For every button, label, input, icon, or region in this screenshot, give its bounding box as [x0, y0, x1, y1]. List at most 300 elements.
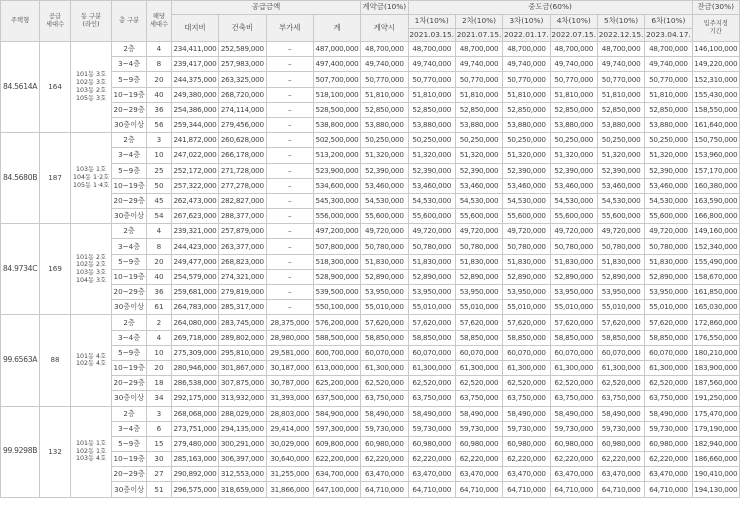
- header-contract-group: 계약금(10%): [361, 1, 408, 15]
- vat-cell: –: [266, 163, 313, 178]
- floor-cell: 3~4층: [112, 148, 147, 163]
- mid-payment-cell: 58,490,000: [597, 406, 644, 421]
- mid-payment-cell: 64,710,000: [455, 482, 502, 497]
- total-price-cell: 550,100,000: [313, 300, 360, 315]
- mid-payment-cell: 58,490,000: [550, 406, 597, 421]
- vat-cell: 30,640,000: [266, 452, 313, 467]
- total-price-cell: 534,600,000: [313, 178, 360, 193]
- land-price-cell: 241,872,000: [171, 133, 218, 148]
- mid-payment-cell: 51,320,000: [455, 148, 502, 163]
- balance-payment-cell: 190,410,000: [692, 467, 739, 482]
- balance-payment-cell: 166,800,000: [692, 209, 739, 224]
- building-price-cell: 268,720,000: [219, 87, 266, 102]
- building-price-cell: 268,823,000: [219, 254, 266, 269]
- units-cell: 36: [147, 102, 172, 117]
- units-cell: 34: [147, 391, 172, 406]
- total-price-cell: 539,500,000: [313, 285, 360, 300]
- balance-payment-cell: 149,160,000: [692, 224, 739, 239]
- units-cell: 54: [147, 209, 172, 224]
- balance-payment-cell: 149,220,000: [692, 57, 739, 72]
- housing-type-cell: 99.9298B: [1, 406, 40, 497]
- mid-payment-cell: 55,010,000: [645, 300, 692, 315]
- building-price-cell: 271,728,000: [219, 163, 266, 178]
- total-price-cell: 625,200,000: [313, 376, 360, 391]
- floor-cell: 30층이상: [112, 117, 147, 132]
- building-price-cell: 263,325,000: [219, 72, 266, 87]
- mid-payment-cell: 64,710,000: [550, 482, 597, 497]
- mid-payment-cell: 59,730,000: [455, 421, 502, 436]
- dong-line-cell: 101동 3호 102동 3호 103동 2호 105동 3호: [70, 42, 111, 133]
- balance-payment-cell: 157,170,000: [692, 163, 739, 178]
- total-price-cell: 545,300,000: [313, 193, 360, 208]
- building-price-cell: 274,321,000: [219, 269, 266, 284]
- building-price-cell: 301,867,000: [219, 360, 266, 375]
- total-price-cell: 647,100,000: [313, 482, 360, 497]
- mid-payment-cell: 49,720,000: [408, 224, 455, 239]
- floor-cell: 20~29층: [112, 193, 147, 208]
- mid-payment-cell: 63,750,000: [597, 391, 644, 406]
- table-row: [1, 300, 740, 315]
- units-cell: 8: [147, 239, 172, 254]
- building-price-cell: 295,810,000: [219, 345, 266, 360]
- mid-payment-cell: 63,470,000: [503, 467, 550, 482]
- building-price-cell: 283,745,000: [219, 315, 266, 330]
- table-body: [1, 42, 740, 498]
- balance-payment-cell: 152,340,000: [692, 239, 739, 254]
- mid-payment-cell: 53,460,000: [645, 178, 692, 193]
- mid-payment-cell: 49,740,000: [550, 57, 597, 72]
- table-row: [1, 269, 740, 284]
- balance-payment-cell: 175,470,000: [692, 406, 739, 421]
- contract-payment-cell: 52,850,000: [361, 102, 408, 117]
- building-price-cell: 260,628,000: [219, 133, 266, 148]
- land-price-cell: 273,751,000: [171, 421, 218, 436]
- total-price-cell: 613,000,000: [313, 360, 360, 375]
- balance-payment-cell: 158,670,000: [692, 269, 739, 284]
- vat-cell: –: [266, 42, 313, 57]
- land-price-cell: 275,309,000: [171, 345, 218, 360]
- table-row: [1, 391, 740, 406]
- housing-type-cell: 84.9734C: [1, 224, 40, 315]
- mid-payment-cell: 53,460,000: [503, 178, 550, 193]
- floor-cell: 2층: [112, 42, 147, 57]
- mid-payment-cell: 57,620,000: [597, 315, 644, 330]
- mid-payment-cell: 63,750,000: [550, 391, 597, 406]
- floor-cell: 20~29층: [112, 467, 147, 482]
- mid-payment-cell: 57,620,000: [455, 315, 502, 330]
- header-installment-label: 4차(10%): [550, 15, 597, 29]
- building-price-cell: 307,875,000: [219, 376, 266, 391]
- land-price-cell: 259,681,000: [171, 285, 218, 300]
- vat-cell: –: [266, 148, 313, 163]
- vat-cell: –: [266, 87, 313, 102]
- contract-payment-cell: 63,750,000: [361, 391, 408, 406]
- land-price-cell: 262,473,000: [171, 193, 218, 208]
- vat-cell: –: [266, 269, 313, 284]
- mid-payment-cell: 53,460,000: [455, 178, 502, 193]
- mid-payment-cell: 48,700,000: [550, 42, 597, 57]
- vat-cell: 31,393,000: [266, 391, 313, 406]
- header-installment-date: 2022.01.17.: [503, 29, 550, 42]
- mid-payment-cell: 60,070,000: [550, 345, 597, 360]
- mid-payment-cell: 62,520,000: [550, 376, 597, 391]
- mid-payment-cell: 52,890,000: [597, 269, 644, 284]
- mid-payment-cell: 51,810,000: [408, 87, 455, 102]
- supply-units-cell: 164: [40, 42, 71, 133]
- mid-payment-cell: 63,750,000: [408, 391, 455, 406]
- mid-payment-cell: 61,300,000: [455, 360, 502, 375]
- floor-cell: 20~29층: [112, 376, 147, 391]
- floor-cell: 5~9층: [112, 163, 147, 178]
- vat-cell: 30,787,000: [266, 376, 313, 391]
- contract-payment-cell: 58,850,000: [361, 330, 408, 345]
- mid-payment-cell: 60,070,000: [503, 345, 550, 360]
- vat-cell: 28,803,000: [266, 406, 313, 421]
- mid-payment-cell: 55,010,000: [408, 300, 455, 315]
- mid-payment-cell: 51,830,000: [550, 254, 597, 269]
- contract-payment-cell: 55,600,000: [361, 209, 408, 224]
- mid-payment-cell: 64,710,000: [408, 482, 455, 497]
- balance-payment-cell: 150,750,000: [692, 133, 739, 148]
- total-price-cell: 538,800,000: [313, 117, 360, 132]
- building-price-cell: 313,932,000: [219, 391, 266, 406]
- mid-payment-cell: 54,530,000: [503, 193, 550, 208]
- mid-payment-cell: 50,770,000: [455, 72, 502, 87]
- mid-payment-cell: 57,620,000: [503, 315, 550, 330]
- floor-cell: 10~19층: [112, 452, 147, 467]
- land-price-cell: 252,172,000: [171, 163, 218, 178]
- table-row: [1, 133, 740, 148]
- land-price-cell: 286,538,000: [171, 376, 218, 391]
- mid-payment-cell: 60,070,000: [645, 345, 692, 360]
- units-cell: 20: [147, 360, 172, 375]
- header-mid-group: 중도금(60%): [408, 1, 692, 15]
- balance-payment-cell: 160,380,000: [692, 178, 739, 193]
- land-price-cell: 249,477,000: [171, 254, 218, 269]
- mid-payment-cell: 55,010,000: [503, 300, 550, 315]
- land-price-cell: 269,718,000: [171, 330, 218, 345]
- mid-payment-cell: 62,220,000: [408, 452, 455, 467]
- vat-cell: –: [266, 133, 313, 148]
- total-price-cell: 518,100,000: [313, 87, 360, 102]
- vat-cell: –: [266, 254, 313, 269]
- total-price-cell: 584,900,000: [313, 406, 360, 421]
- mid-payment-cell: 48,700,000: [503, 42, 550, 57]
- contract-payment-cell: 60,980,000: [361, 436, 408, 451]
- land-price-cell: 268,068,000: [171, 406, 218, 421]
- contract-payment-cell: 50,770,000: [361, 72, 408, 87]
- floor-cell: 2층: [112, 133, 147, 148]
- mid-payment-cell: 48,700,000: [645, 42, 692, 57]
- floor-cell: 5~9층: [112, 72, 147, 87]
- total-price-cell: 518,300,000: [313, 254, 360, 269]
- mid-payment-cell: 53,880,000: [408, 117, 455, 132]
- header-installment-date: 2022.07.15.: [550, 29, 597, 42]
- header-supply-price: 공급금액: [171, 1, 360, 15]
- total-price-cell: 576,200,000: [313, 315, 360, 330]
- units-cell: 25: [147, 163, 172, 178]
- mid-payment-cell: 53,880,000: [503, 117, 550, 132]
- mid-payment-cell: 52,390,000: [503, 163, 550, 178]
- mid-payment-cell: 51,810,000: [597, 87, 644, 102]
- floor-cell: 5~9층: [112, 436, 147, 451]
- vat-cell: 31,866,000: [266, 482, 313, 497]
- land-price-cell: 257,322,000: [171, 178, 218, 193]
- building-price-cell: 312,553,000: [219, 467, 266, 482]
- building-price-cell: 289,802,000: [219, 330, 266, 345]
- mid-payment-cell: 49,720,000: [455, 224, 502, 239]
- mid-payment-cell: 51,810,000: [503, 87, 550, 102]
- mid-payment-cell: 50,780,000: [503, 239, 550, 254]
- table-row: [1, 406, 740, 421]
- building-price-cell: 282,827,000: [219, 193, 266, 208]
- mid-payment-cell: 64,710,000: [645, 482, 692, 497]
- table-row: [1, 254, 740, 269]
- mid-payment-cell: 58,490,000: [455, 406, 502, 421]
- land-price-cell: 267,623,000: [171, 209, 218, 224]
- land-price-cell: 292,175,000: [171, 391, 218, 406]
- units-cell: 36: [147, 285, 172, 300]
- vat-cell: –: [266, 285, 313, 300]
- mid-payment-cell: 51,830,000: [597, 254, 644, 269]
- header-land: 대지비: [171, 15, 218, 42]
- mid-payment-cell: 48,700,000: [597, 42, 644, 57]
- land-price-cell: 254,386,000: [171, 102, 218, 117]
- land-price-cell: 264,080,000: [171, 315, 218, 330]
- land-price-cell: 239,321,000: [171, 224, 218, 239]
- table-row: [1, 345, 740, 360]
- land-price-cell: 247,022,000: [171, 148, 218, 163]
- floor-cell: 2층: [112, 406, 147, 421]
- mid-payment-cell: 63,750,000: [503, 391, 550, 406]
- mid-payment-cell: 53,950,000: [408, 285, 455, 300]
- dong-line-cell: 101동 2호 102동 2호 103동 3호 104동 3호: [70, 224, 111, 315]
- total-price-cell: 622,200,000: [313, 452, 360, 467]
- mid-payment-cell: 58,850,000: [455, 330, 502, 345]
- mid-payment-cell: 52,850,000: [503, 102, 550, 117]
- mid-payment-cell: 58,490,000: [408, 406, 455, 421]
- mid-payment-cell: 55,600,000: [408, 209, 455, 224]
- mid-payment-cell: 57,620,000: [408, 315, 455, 330]
- building-price-cell: 285,317,000: [219, 300, 266, 315]
- total-price-cell: 588,500,000: [313, 330, 360, 345]
- mid-payment-cell: 53,460,000: [597, 178, 644, 193]
- mid-payment-cell: 60,980,000: [503, 436, 550, 451]
- mid-payment-cell: 52,890,000: [645, 269, 692, 284]
- table-row: [1, 57, 740, 72]
- total-price-cell: 523,900,000: [313, 163, 360, 178]
- units-cell: 18: [147, 376, 172, 391]
- vat-cell: –: [266, 224, 313, 239]
- mid-payment-cell: 53,950,000: [455, 285, 502, 300]
- mid-payment-cell: 52,890,000: [550, 269, 597, 284]
- units-cell: 3: [147, 406, 172, 421]
- vat-cell: 31,255,000: [266, 467, 313, 482]
- building-price-cell: 257,983,000: [219, 57, 266, 72]
- land-price-cell: 239,417,000: [171, 57, 218, 72]
- building-price-cell: 300,291,000: [219, 436, 266, 451]
- total-price-cell: 502,500,000: [313, 133, 360, 148]
- mid-payment-cell: 49,720,000: [597, 224, 644, 239]
- header-supply-units: 공급 세대수: [40, 1, 71, 42]
- mid-payment-cell: 55,010,000: [550, 300, 597, 315]
- building-price-cell: 277,278,000: [219, 178, 266, 193]
- mid-payment-cell: 51,830,000: [503, 254, 550, 269]
- land-price-cell: 259,344,000: [171, 117, 218, 132]
- mid-payment-cell: 63,750,000: [455, 391, 502, 406]
- mid-payment-cell: 61,300,000: [503, 360, 550, 375]
- mid-payment-cell: 51,320,000: [408, 148, 455, 163]
- header-building: 건축비: [219, 15, 266, 42]
- land-price-cell: 234,411,000: [171, 42, 218, 57]
- mid-payment-cell: 48,700,000: [408, 42, 455, 57]
- units-cell: 2: [147, 315, 172, 330]
- mid-payment-cell: 53,880,000: [455, 117, 502, 132]
- units-cell: 4: [147, 42, 172, 57]
- vat-cell: –: [266, 178, 313, 193]
- mid-payment-cell: 55,600,000: [503, 209, 550, 224]
- mid-payment-cell: 52,850,000: [645, 102, 692, 117]
- units-cell: 56: [147, 117, 172, 132]
- mid-payment-cell: 49,720,000: [503, 224, 550, 239]
- vat-cell: –: [266, 300, 313, 315]
- mid-payment-cell: 51,320,000: [597, 148, 644, 163]
- table-row: [1, 421, 740, 436]
- units-cell: 4: [147, 224, 172, 239]
- building-price-cell: 279,819,000: [219, 285, 266, 300]
- supply-units-cell: 187: [40, 133, 71, 224]
- mid-payment-cell: 49,740,000: [645, 57, 692, 72]
- mid-payment-cell: 57,620,000: [645, 315, 692, 330]
- mid-payment-cell: 54,530,000: [408, 193, 455, 208]
- mid-payment-cell: 49,740,000: [455, 57, 502, 72]
- mid-payment-cell: 50,250,000: [550, 133, 597, 148]
- mid-payment-cell: 49,740,000: [597, 57, 644, 72]
- contract-payment-cell: 51,320,000: [361, 148, 408, 163]
- total-price-cell: 637,500,000: [313, 391, 360, 406]
- supply-units-cell: 88: [40, 315, 71, 406]
- mid-payment-cell: 62,520,000: [503, 376, 550, 391]
- floor-cell: 30층이상: [112, 482, 147, 497]
- units-cell: 50: [147, 178, 172, 193]
- mid-payment-cell: 62,520,000: [408, 376, 455, 391]
- table-row: [1, 87, 740, 102]
- table-row: [1, 285, 740, 300]
- contract-payment-cell: 62,220,000: [361, 452, 408, 467]
- mid-payment-cell: 49,740,000: [503, 57, 550, 72]
- vat-cell: 30,187,000: [266, 360, 313, 375]
- units-cell: 20: [147, 72, 172, 87]
- mid-payment-cell: 62,520,000: [455, 376, 502, 391]
- balance-payment-cell: 172,860,000: [692, 315, 739, 330]
- building-price-cell: 266,178,000: [219, 148, 266, 163]
- units-cell: 3: [147, 133, 172, 148]
- mid-payment-cell: 49,720,000: [550, 224, 597, 239]
- mid-payment-cell: 62,220,000: [597, 452, 644, 467]
- mid-payment-cell: 60,980,000: [645, 436, 692, 451]
- units-cell: 27: [147, 467, 172, 482]
- mid-payment-cell: 62,220,000: [503, 452, 550, 467]
- mid-payment-cell: 53,950,000: [550, 285, 597, 300]
- building-price-cell: 257,879,000: [219, 224, 266, 239]
- contract-payment-cell: 61,300,000: [361, 360, 408, 375]
- mid-payment-cell: 55,600,000: [597, 209, 644, 224]
- total-price-cell: 507,800,000: [313, 239, 360, 254]
- floor-cell: 2층: [112, 315, 147, 330]
- units-cell: 6: [147, 421, 172, 436]
- housing-type-cell: 84.5680B: [1, 133, 40, 224]
- mid-payment-cell: 60,980,000: [550, 436, 597, 451]
- contract-payment-cell: 53,950,000: [361, 285, 408, 300]
- land-price-cell: 244,423,000: [171, 239, 218, 254]
- vat-cell: 30,029,000: [266, 436, 313, 451]
- floor-cell: 5~9층: [112, 254, 147, 269]
- contract-payment-cell: 48,700,000: [361, 42, 408, 57]
- table-row: [1, 72, 740, 87]
- mid-payment-cell: 52,390,000: [550, 163, 597, 178]
- land-price-cell: 280,946,000: [171, 360, 218, 375]
- total-price-cell: 497,200,000: [313, 224, 360, 239]
- mid-payment-cell: 60,980,000: [455, 436, 502, 451]
- table-row: [1, 467, 740, 482]
- land-price-cell: 285,163,000: [171, 452, 218, 467]
- mid-payment-cell: 58,850,000: [408, 330, 455, 345]
- contract-payment-cell: 50,780,000: [361, 239, 408, 254]
- housing-type-cell: 84.5614A: [1, 42, 40, 133]
- building-price-cell: 306,397,000: [219, 452, 266, 467]
- mid-payment-cell: 51,810,000: [645, 87, 692, 102]
- mid-payment-cell: 59,730,000: [503, 421, 550, 436]
- balance-payment-cell: 194,130,000: [692, 482, 739, 497]
- floor-cell: 10~19층: [112, 269, 147, 284]
- header-installment-date: 2023.04.17.: [645, 29, 692, 42]
- mid-payment-cell: 58,490,000: [503, 406, 550, 421]
- mid-payment-cell: 50,770,000: [408, 72, 455, 87]
- mid-payment-cell: 53,460,000: [550, 178, 597, 193]
- floor-cell: 3~4층: [112, 57, 147, 72]
- vat-cell: 29,581,000: [266, 345, 313, 360]
- mid-payment-cell: 51,320,000: [550, 148, 597, 163]
- header-contract-when: 계약시: [361, 15, 408, 42]
- balance-payment-cell: 187,560,000: [692, 376, 739, 391]
- units-cell: 20: [147, 254, 172, 269]
- mid-payment-cell: 55,010,000: [597, 300, 644, 315]
- mid-payment-cell: 58,850,000: [597, 330, 644, 345]
- mid-payment-cell: 50,250,000: [597, 133, 644, 148]
- contract-payment-cell: 60,070,000: [361, 345, 408, 360]
- total-price-cell: 634,700,000: [313, 467, 360, 482]
- floor-cell: 20~29층: [112, 285, 147, 300]
- contract-payment-cell: 49,720,000: [361, 224, 408, 239]
- table-row: [1, 330, 740, 345]
- floor-cell: 10~19층: [112, 178, 147, 193]
- mid-payment-cell: 64,710,000: [503, 482, 550, 497]
- units-cell: 10: [147, 148, 172, 163]
- housing-type-cell: 99.6563A: [1, 315, 40, 406]
- balance-payment-cell: 191,250,000: [692, 391, 739, 406]
- mid-payment-cell: 53,950,000: [503, 285, 550, 300]
- mid-payment-cell: 60,980,000: [408, 436, 455, 451]
- mid-payment-cell: 52,890,000: [503, 269, 550, 284]
- contract-payment-cell: 52,390,000: [361, 163, 408, 178]
- mid-payment-cell: 52,890,000: [455, 269, 502, 284]
- balance-payment-cell: 161,850,000: [692, 285, 739, 300]
- mid-payment-cell: 51,830,000: [408, 254, 455, 269]
- balance-payment-cell: 152,310,000: [692, 72, 739, 87]
- building-price-cell: 252,589,000: [219, 42, 266, 57]
- contract-payment-cell: 49,740,000: [361, 57, 408, 72]
- units-cell: 30: [147, 452, 172, 467]
